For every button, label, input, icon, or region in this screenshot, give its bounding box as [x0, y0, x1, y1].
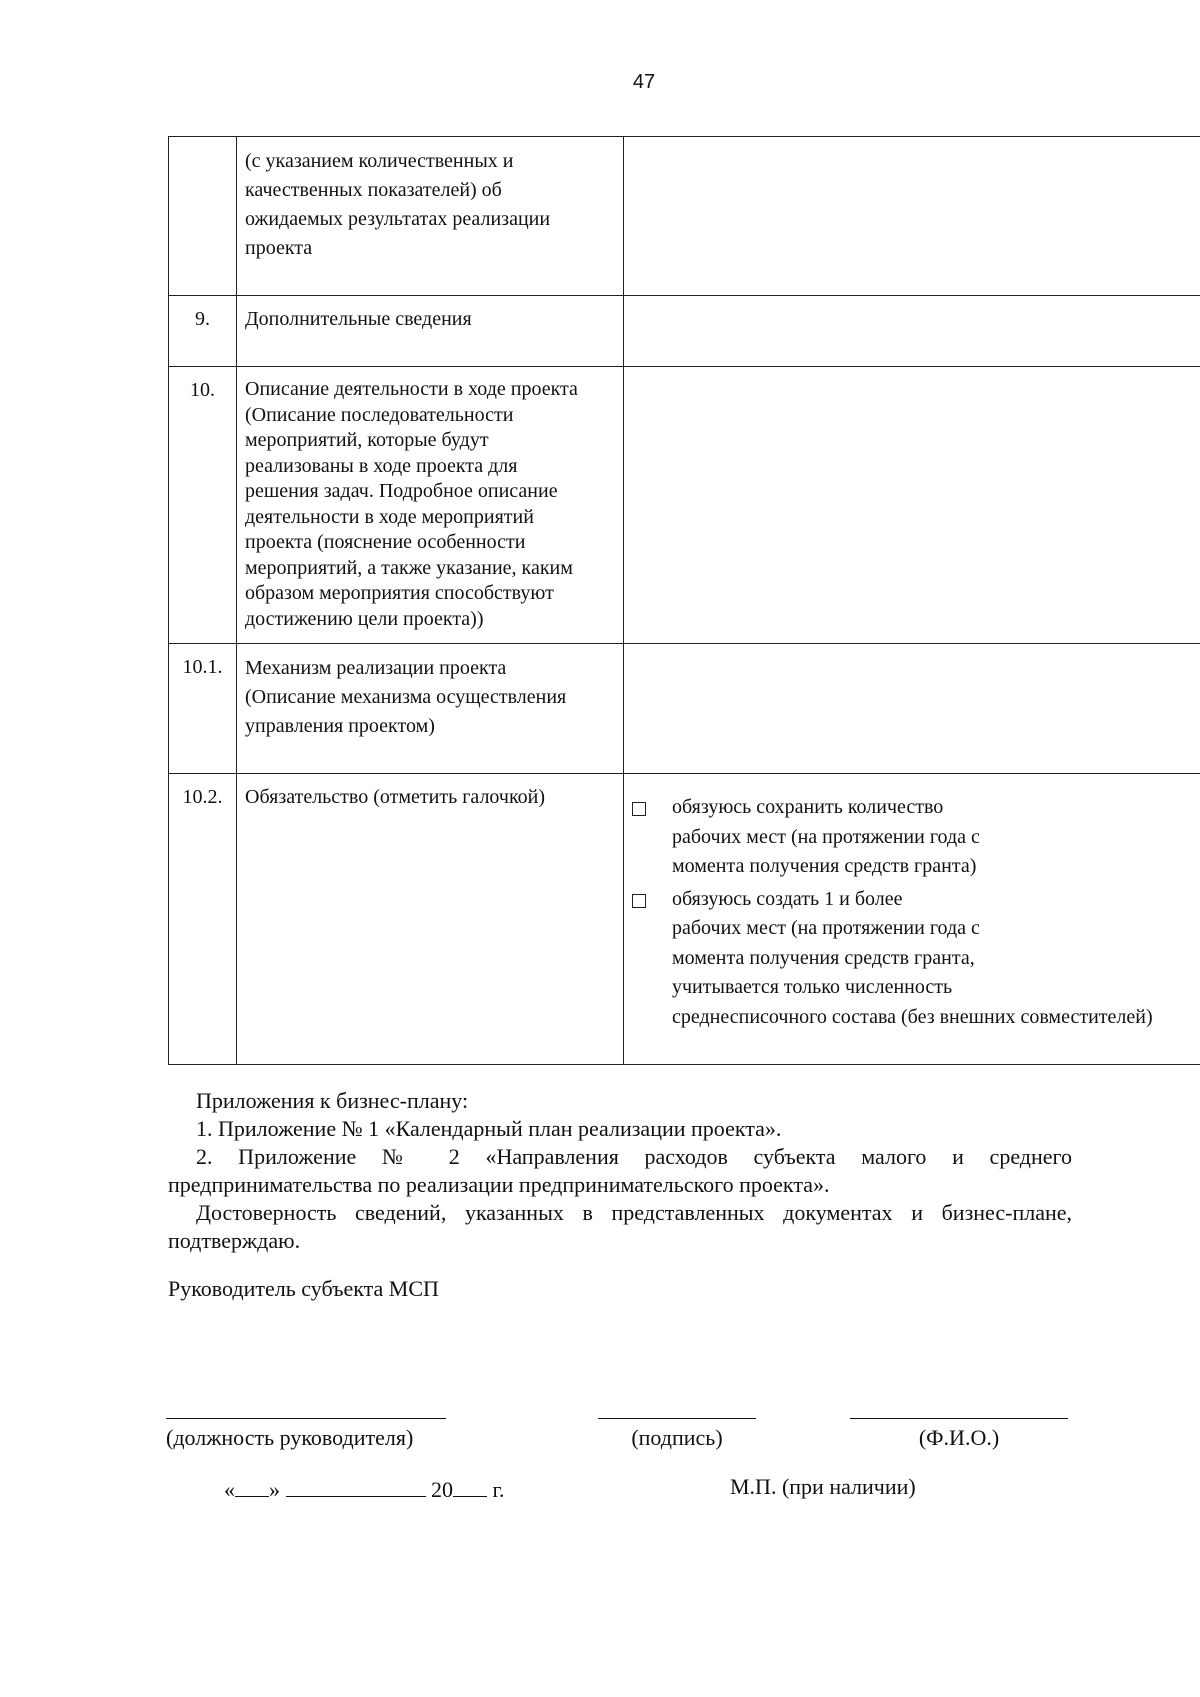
date-year-field[interactable]: [453, 1474, 487, 1497]
row-label-text: Механизм реализации проекта (Описание механизма осуществления управления проектом): [245, 657, 567, 737]
commitment-option-create-jobs: [630, 888, 1200, 1033]
row-label: [237, 367, 624, 644]
create-jobs-text: обязуюсь создать 1 и более рабочих мест (на протяжении года с момента получения средств гранта, учитывается только численность среднесписочного состава (без внешних совместителей): [672, 887, 1153, 1028]
row-number: 10.1.: [169, 644, 237, 774]
row-label: [237, 774, 624, 1065]
page-number: 47: [632, 71, 656, 93]
attachments-heading: Приложения к бизнес-плану:: [196, 1088, 469, 1113]
stamp-label: М.П. (при наличии): [730, 1474, 916, 1499]
table-row: [169, 296, 1200, 367]
row-value-field[interactable]: [624, 367, 1200, 644]
signature-line[interactable]: [598, 1418, 756, 1419]
name-line[interactable]: [850, 1418, 1068, 1419]
create-jobs-checkbox[interactable]: [632, 894, 646, 908]
row-number: [169, 137, 237, 296]
row-label-text: (с указанием количественных и качественных показателей) об ожидаемых результатах реализации проекта: [245, 150, 551, 259]
keep-jobs-checkbox[interactable]: [632, 802, 646, 816]
row-label-text: Описание деятельности в ходе проекта (Описание последовательности мероприятий, которые будут реализованы в ходе проекта для решения задач. Подробное описание деятельности в ходе мероприятий проекта (пояснение особенности мероприятий, а также указание, каким образом мероприятия способствуют достижению цели проекта)): [245, 378, 578, 630]
attachments-section: [168, 1087, 1072, 1255]
table-row: [169, 137, 1200, 296]
row-number: 9.: [169, 296, 237, 367]
row-label: [237, 137, 624, 296]
table-row: [169, 774, 1200, 1065]
row-label-text: Дополнительные сведения: [245, 308, 472, 330]
row-label: [237, 644, 624, 774]
row-value-field[interactable]: [624, 137, 1200, 296]
row-label: [237, 296, 624, 367]
date-year-suffix: г.: [492, 1477, 505, 1502]
commitment-options: [624, 774, 1200, 1065]
business-plan-table: [168, 136, 1200, 1065]
name-caption: (Ф.И.О.): [918, 1425, 1000, 1450]
date-year-prefix: 20: [431, 1477, 453, 1502]
keep-jobs-text: обязуюсь сохранить количество рабочих мест (на протяжении года с момента получения средств гранта): [672, 796, 980, 877]
table-row: [169, 367, 1200, 644]
date-month-field[interactable]: [286, 1474, 426, 1497]
date-day-field[interactable]: [235, 1474, 269, 1497]
position-line[interactable]: [166, 1418, 446, 1419]
date-open-quote: «: [224, 1477, 235, 1502]
row-number: 10.: [169, 367, 237, 644]
position-caption: (должность руководителя): [166, 1425, 414, 1450]
row-label-text: Обязательство (отметить галочкой): [245, 786, 546, 808]
row-value-field[interactable]: [624, 296, 1200, 367]
date-line: [224, 1474, 505, 1503]
head-title: Руководитель субъекта МСП: [168, 1276, 439, 1301]
confirmation-text: Достоверность сведений, указанных в представленных документах и бизнес-плане, подтверждаю.: [168, 1200, 1072, 1253]
signature-caption: (подпись): [631, 1425, 723, 1450]
attachment-item: 2. Приложение № 2 «Направления расходов субъекта малого и среднего предпринимательства по реализации предпринимательского проекта».: [168, 1144, 1072, 1197]
row-value-field[interactable]: [624, 644, 1200, 774]
attachment-item: 1. Приложение № 1 «Календарный план реализации проекта».: [196, 1116, 782, 1141]
table-row: [169, 644, 1200, 774]
commitment-option-keep-jobs: [630, 796, 1200, 882]
date-close-quote: »: [269, 1477, 280, 1502]
row-number: 10.2.: [169, 774, 237, 1065]
